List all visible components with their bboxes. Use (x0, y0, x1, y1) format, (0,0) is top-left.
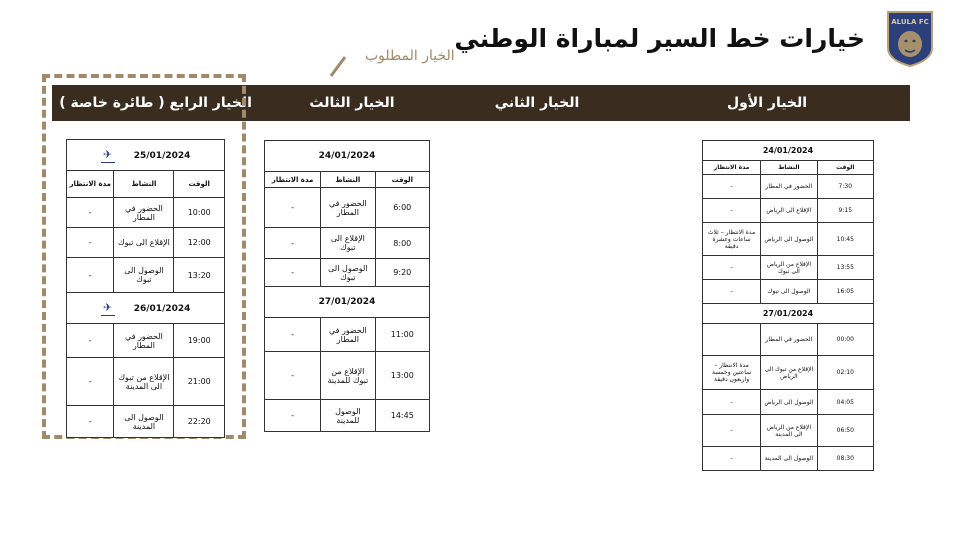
activity-cell: الوصول الى تبوك (114, 258, 174, 293)
wait-cell: - (703, 256, 761, 280)
column-header-activity: النشاط (114, 171, 174, 198)
table-row (265, 352, 430, 400)
activity-cell: الوصول الى تبوك (321, 259, 375, 287)
wait-cell: - (265, 228, 321, 259)
time-cell: 08:30 (817, 447, 873, 471)
column-header-activity: النشاط (761, 161, 817, 175)
activity-cell: الوصول الى الرياض (761, 390, 817, 415)
activity-cell: الإقلاع الى الرياض (761, 199, 817, 223)
time-cell: 13:00 (375, 352, 429, 400)
time-cell: 04:05 (817, 390, 873, 415)
table-row (703, 223, 874, 256)
wait-cell: - (265, 188, 321, 228)
svg-text:ALULA FC: ALULA FC (891, 18, 929, 26)
column-header-wait: مدة الانتظار (703, 161, 761, 175)
date-label: 26/01/2024 (133, 303, 191, 314)
wait-cell: - (703, 199, 761, 223)
table-row (67, 358, 225, 406)
table-row (67, 198, 225, 228)
wait-cell: - (703, 175, 761, 199)
required-option-label: الخيار المطلوب (365, 48, 455, 64)
time-cell: 22:20 (174, 406, 225, 438)
table-row (703, 256, 874, 280)
activity-cell: الوصول الى المدينة (114, 406, 174, 438)
time-cell: 6:00 (375, 188, 429, 228)
time-cell: 21:00 (174, 358, 225, 406)
column-header-wait: مدة الانتظار (265, 172, 321, 188)
date-row (265, 141, 430, 172)
wait-cell: - (265, 259, 321, 287)
table-row (67, 228, 225, 258)
schedule-table-option-3 (264, 140, 430, 432)
column-header-time: الوقت (817, 161, 873, 175)
time-cell: 10:45 (817, 223, 873, 256)
date-label: 27/01/2024 (265, 287, 430, 318)
wait-cell: مدة الانتظار – ثلاث ساعات وعشرة دقيقة (703, 223, 761, 256)
time-cell: 19:00 (174, 324, 225, 358)
activity-cell: الإقلاع الى تبوك (321, 228, 375, 259)
airplane-landing-icon: ✈ (101, 301, 115, 316)
wait-cell: - (67, 324, 114, 358)
header-option-3: الخيار الثالث (309, 95, 395, 111)
time-cell: 13:20 (174, 258, 225, 293)
activity-cell: الوصول للمدينة (321, 400, 375, 432)
schedule-table-option-1 (702, 140, 874, 471)
activity-cell: الوصول الى المدينة (761, 447, 817, 471)
date-row (265, 287, 430, 318)
wait-cell: - (703, 415, 761, 447)
table-row (703, 199, 874, 223)
table-row (265, 188, 430, 228)
time-cell: 11:00 (375, 318, 429, 352)
table-row (265, 228, 430, 259)
table-row (67, 324, 225, 358)
club-logo (885, 10, 935, 68)
time-cell: 16:05 (817, 280, 873, 304)
column-header-time: الوقت (174, 171, 225, 198)
wait-cell: - (265, 352, 321, 400)
table-row (265, 318, 430, 352)
activity-cell: الوصول الى تبوك (761, 280, 817, 304)
date-row (703, 141, 874, 161)
header-option-1: الخيار الأول (726, 95, 808, 111)
table-row (265, 259, 430, 287)
time-cell: 00:00 (817, 324, 873, 356)
airplane-takeoff-icon: ✈ (101, 148, 115, 163)
table-row (703, 447, 874, 471)
wait-cell: - (67, 228, 114, 258)
wait-cell: - (67, 406, 114, 438)
wait-cell: - (265, 318, 321, 352)
activity-cell: الحضور في المطار (761, 175, 817, 199)
table-row (703, 324, 874, 356)
wait-cell (703, 324, 761, 356)
header-option-4: الخيار الرابع ( طائرة خاصة ) (59, 95, 252, 111)
time-cell: 8:00 (375, 228, 429, 259)
wait-cell: - (67, 358, 114, 406)
date-row (703, 304, 874, 324)
activity-cell: الحضور في المطار (114, 198, 174, 228)
table-row (703, 415, 874, 447)
activity-cell: الحضور في المطار (761, 324, 817, 356)
wait-cell: - (703, 280, 761, 304)
activity-cell: الحضور في المطار (321, 188, 375, 228)
time-cell: 13:55 (817, 256, 873, 280)
table-row (265, 400, 430, 432)
activity-cell: الإقلاع من الرياض الى المدينة (761, 415, 817, 447)
wait-cell: - (703, 390, 761, 415)
activity-cell: الوصول الى الرياض (761, 223, 817, 256)
table-row (67, 406, 225, 438)
table-row (703, 175, 874, 199)
activity-cell: الإقلاع من الرياض الى تبوك (761, 256, 817, 280)
time-cell: 9:15 (817, 199, 873, 223)
time-cell: 14:45 (375, 400, 429, 432)
time-cell: 10:00 (174, 198, 225, 228)
table-row (703, 280, 874, 304)
time-cell: 02:10 (817, 356, 873, 390)
activity-cell: الإقلاع من تبوك الى المدينة (114, 358, 174, 406)
time-cell: 12:00 (174, 228, 225, 258)
activity-cell: الإقلاع من تبوك الى الرياض (761, 356, 817, 390)
wait-cell: مدة الانتظار – ساعتين وخمسة واربعون دقيقة (703, 356, 761, 390)
column-header-activity: النشاط (321, 172, 375, 188)
header-option-2: الخيار الثاني (494, 95, 580, 111)
activity-cell: الإقلاع من تبوك للمدينة (321, 352, 375, 400)
page-title: خيارات خط السير لمباراة الوطني (454, 24, 865, 53)
schedule-table-option-4 (66, 139, 225, 438)
column-header-wait: مدة الانتظار (67, 171, 114, 198)
time-cell: 9:20 (375, 259, 429, 287)
time-cell: 06:50 (817, 415, 873, 447)
table-row (703, 356, 874, 390)
activity-cell: الإقلاع الى تبوك (114, 228, 174, 258)
activity-cell: الحضور في المطار (321, 318, 375, 352)
activity-cell: الحضور في المطار (114, 324, 174, 358)
wait-cell: - (67, 258, 114, 293)
date-label: 27/01/2024 (703, 304, 874, 324)
table-row (703, 390, 874, 415)
column-header-time: الوقت (375, 172, 429, 188)
date-label: 24/01/2024 (703, 141, 874, 161)
date-row (67, 140, 225, 171)
date-label: 24/01/2024 (265, 141, 430, 172)
table-row (67, 258, 225, 293)
date-label: 25/01/2024 (133, 150, 191, 161)
date-row (67, 293, 225, 324)
wait-cell: - (265, 400, 321, 432)
wait-cell: - (67, 198, 114, 228)
wait-cell: - (703, 447, 761, 471)
time-cell: 7:30 (817, 175, 873, 199)
